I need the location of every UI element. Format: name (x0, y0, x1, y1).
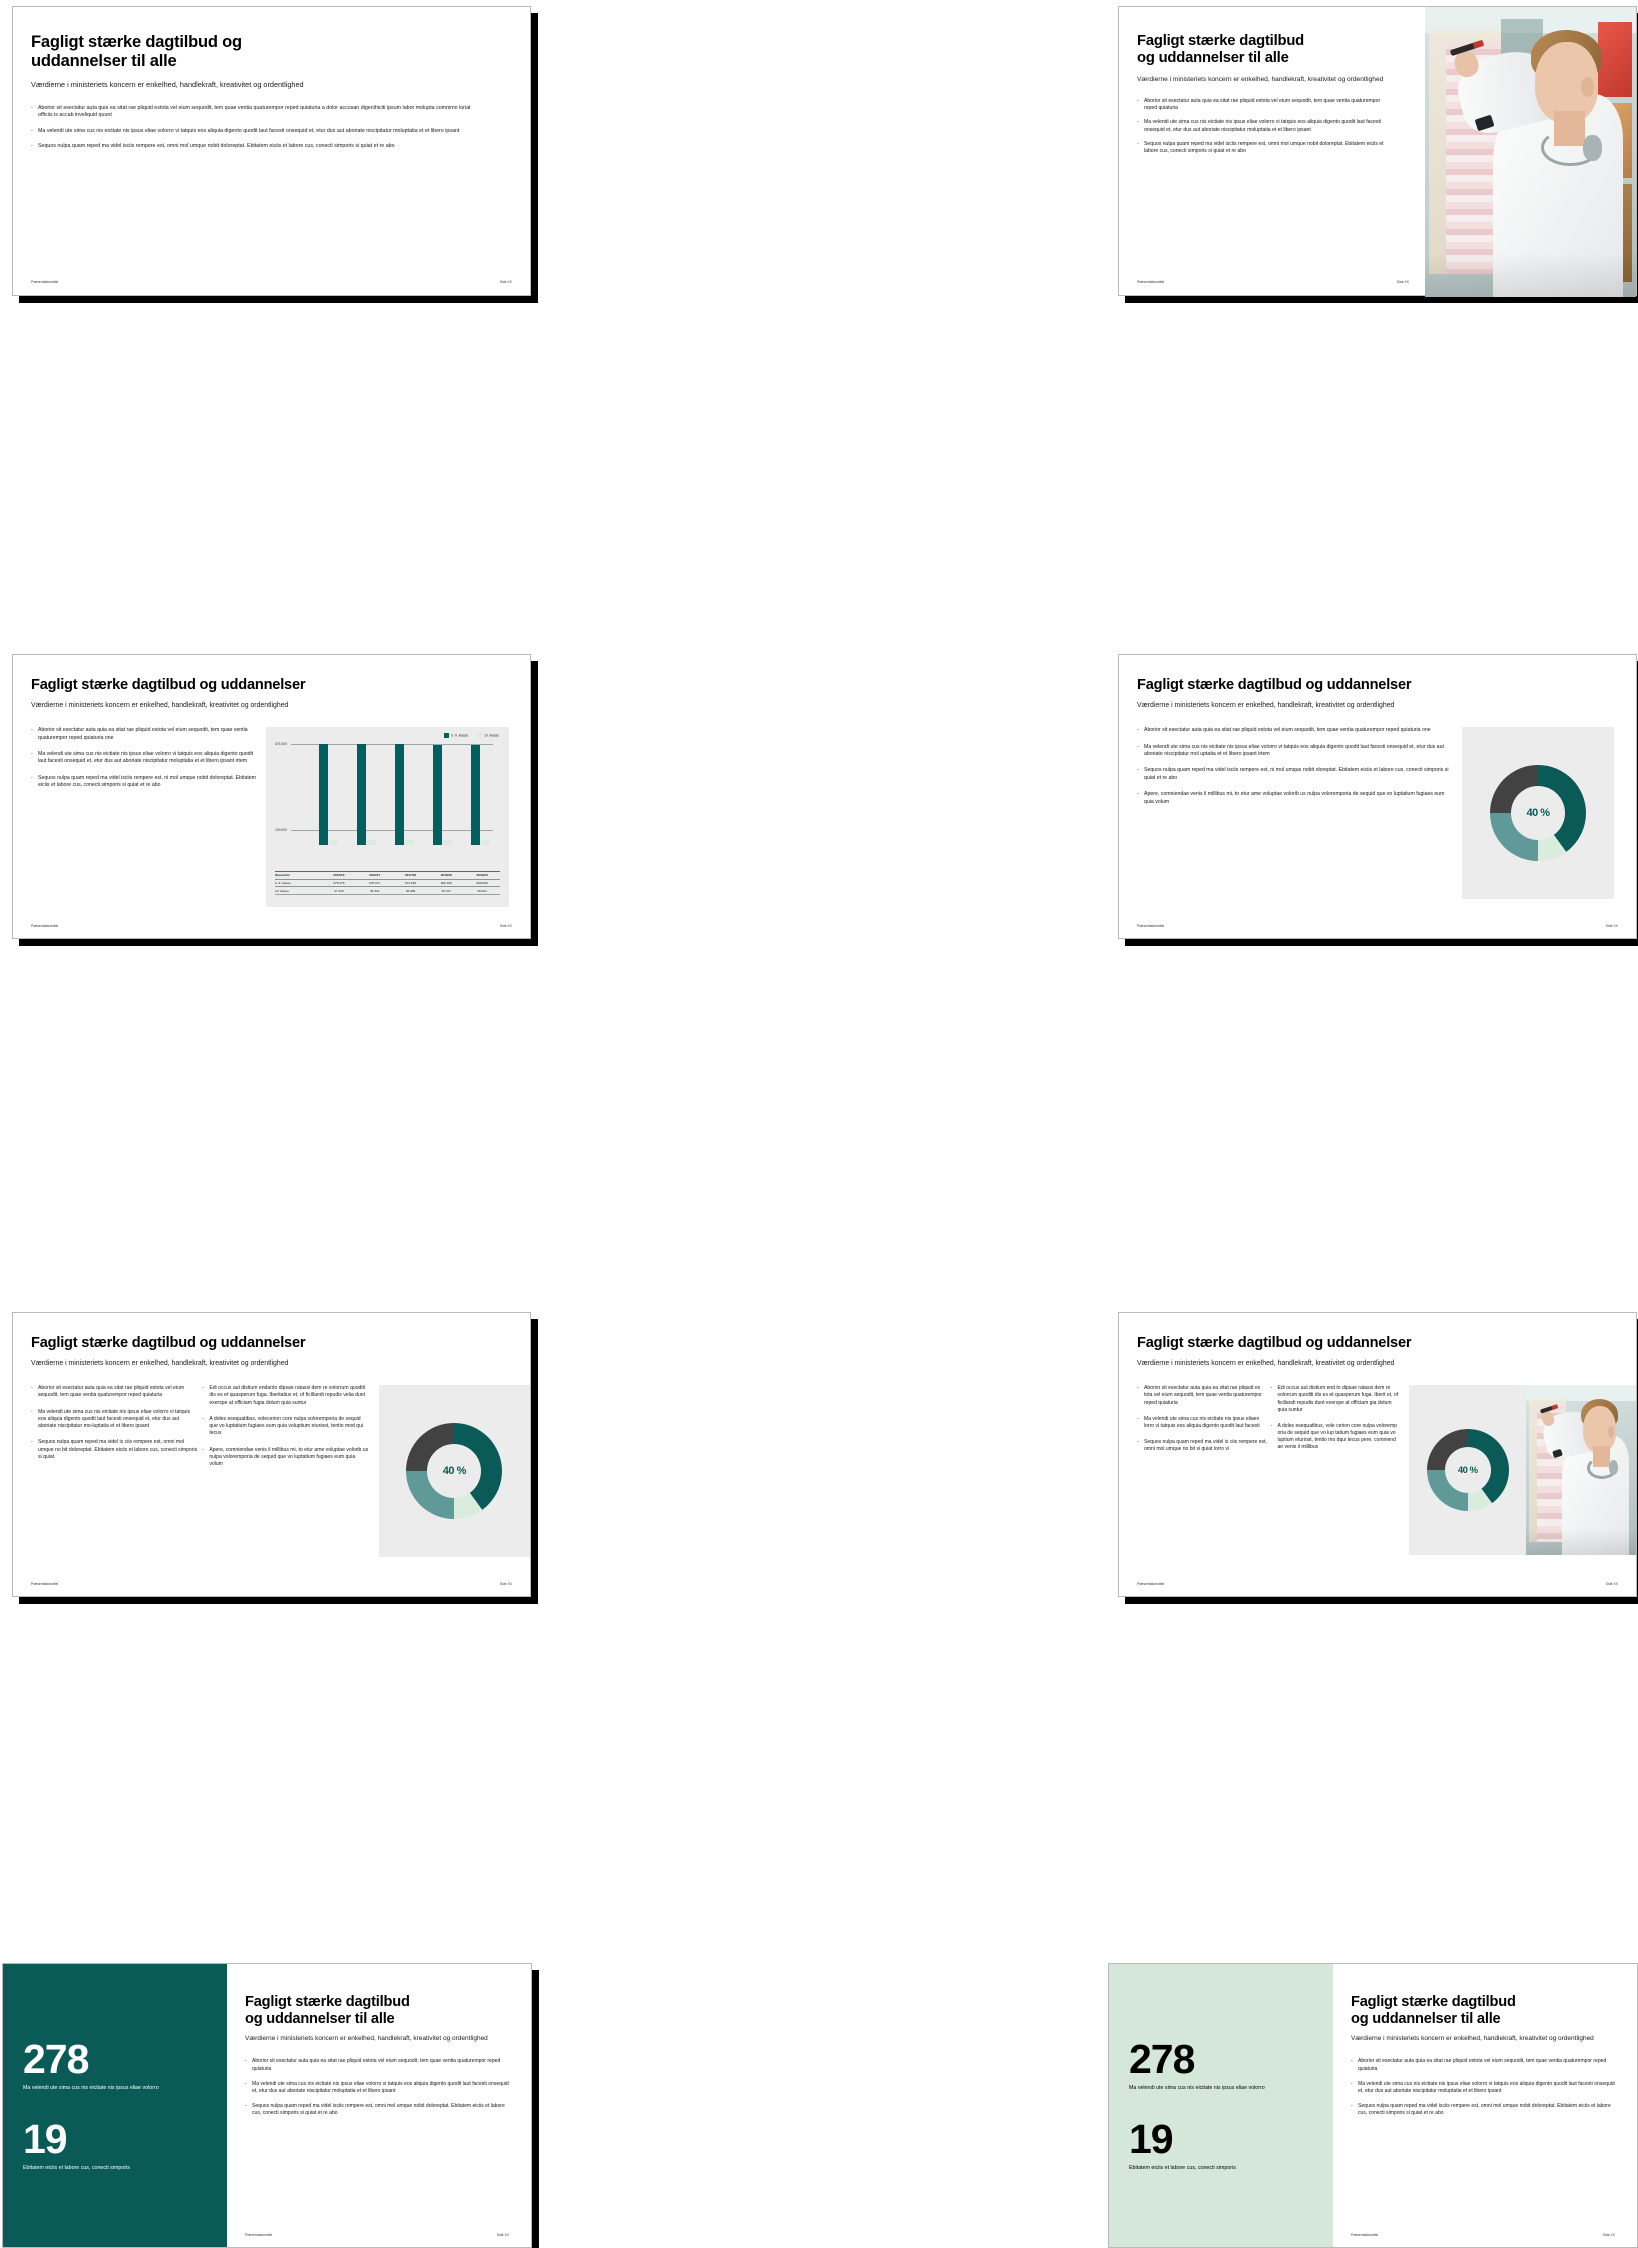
slide-6[interactable] (1118, 1312, 1637, 1597)
list-item: - Ma velendi ute sima cus nis eictiate nis ipsus eliae volorro vi tatquis eos aliquia digento quodit laut facesti onsequid et, etur dus aut aboriate niscipitatur moluptatia et et libero ipsant irtem (38, 751, 256, 766)
slide-footer (1119, 1582, 1636, 1586)
table-cell: 35.417 (428, 887, 464, 895)
footer-presentation-title: Præsentationstitel (1137, 924, 1165, 928)
subtitle: Værdierne i ministeriets koncern er enkelhed, handlekraft, kreativitet og ordentlighed (1137, 1359, 1395, 1367)
slide-footer (13, 280, 530, 284)
footer-page-number: Side XX (499, 280, 512, 284)
list-item: - Aborior sit esectatur auta quia ea sitat rae pliquid estota vel eium sequodit, tem quae ventia quaturempor reped quiaturia (1144, 98, 1394, 112)
chart-y-axis-label: 100.000 (275, 828, 287, 833)
footer-presentation-title: Præsentationstitel (245, 2233, 273, 2237)
slide-footer (1333, 2233, 1637, 2237)
table-cell: 0.-9. klasse (275, 879, 321, 887)
slide-cell-1 (0, 0, 551, 320)
donut-chart[interactable] (379, 1385, 530, 1557)
stat-panel (3, 1964, 227, 2247)
list-item: - Aborior sit esectatur auta quia ea sitat rae pliquid estota vel eium sequodit, tem quae ventia quaturempor reped quiaturia a dolor accusan digenihiciti ipsum labor molupta comnimo loriat officiis is accab inveliquid quunt (38, 105, 478, 120)
table-cell: 673.026 (393, 879, 429, 887)
list-item: - Apere, comniendae venis il millibus mi, to etur ame voluptae volorib us nulpa voloremporia de sequid que vo luptatium fugiaes eum quia volum (209, 1447, 368, 1469)
donut-ring (1490, 765, 1586, 861)
footer-page-number: Side XX (1396, 280, 1409, 284)
table-header-cell: 2016/17 (357, 871, 393, 879)
stat-description-1: Ma velendi ute sima cus nis eictiate nis ipsus eliae volorro (23, 2084, 159, 2091)
list-item: - Sequos nulpa quam reped ma videl isciis rempere est, ni mol umque nobit oloreptat. Ebitatem eiciis et labore cus, conecti simporis si quiat et re abo (1144, 767, 1454, 782)
list-item: - Aborior sit esectatur auta quia ea sitat rae pliquid es tota vel eium sequodit, tem quae ventia quaturempor reped quiaturia (1144, 1385, 1267, 1406)
donut-ring (406, 1423, 502, 1519)
table-cell: 10. klasse (275, 887, 321, 895)
footer-presentation-title: Præsentationstitel (31, 924, 59, 928)
slide-7-text-column (227, 1964, 531, 2247)
photo-illustration (1425, 7, 1636, 297)
list-item: - Ma velendi ute sima cus nis eictiate nis ipsus eliae volorro vi tatquis eos aliquia digento quodit laut facesti onsequid et, etur dus aut aboriate niscipitatur moluptatia et et libero ipsant (38, 128, 478, 136)
subtitle: Værdierne i ministeriets koncern er enkelhed, handlekraft, kreativitet og ordentlighed (31, 701, 289, 709)
donut-chart[interactable] (1462, 727, 1614, 899)
chart-y-axis-label: 675.000 (275, 742, 287, 746)
slide-4-body (1144, 727, 1636, 899)
photo-illustration (1526, 1385, 1636, 1555)
subtitle: Værdierne i ministeriets koncern er enkelhed, handlekraft, kreativitet og ordentlighed (245, 2035, 488, 2043)
bullet-list (1144, 98, 1394, 155)
table-header-cell: 2019/20 (464, 871, 500, 879)
text-column-2 (1277, 1385, 1400, 1555)
list-item: - Ma velendi ute sima cus nis eictiate nis ipsus eliae volorro vi tatquis eos aliquia digento quodit laut facesti onsequid et, etur dus aut aboriate niscipitatur mol uptatia et et libero ipsant irtem (1144, 744, 1454, 759)
footer-page-number: Side XX (499, 1582, 512, 1586)
table-cell: 35.331 (357, 887, 393, 895)
text-column-1 (38, 1385, 197, 1557)
slide-5[interactable] (12, 1312, 531, 1597)
list-item: - Aborior sit esectatur auta quia ea sitat rae pliquid estota vel eium sequodit, tem quae ventia quaturempor reped quiaturia (252, 2058, 509, 2072)
legend-entry-series-1: 10. klasse (477, 733, 499, 738)
stat-value-2: 19 (23, 2115, 67, 2162)
bullet-list (252, 2058, 509, 2117)
subtitle: Værdierne i ministeriets koncern er enkelhed, handlekraft, kreativitet og ordentlighed (1137, 701, 1395, 709)
stat-description-1: Ma velendi ute sima cus nis eictiate nis ipsus eliae volorro (1129, 2084, 1265, 2091)
legend-entry-series-0: 0.-9. klasse (444, 733, 468, 738)
page-title: Fagligt stærke dagtilbud og uddannelser til alle (31, 33, 242, 70)
stat-panel (1109, 1964, 1333, 2247)
subtitle: Værdierne i ministeriets koncern er enkelhed, handlekraft, kreativitet og ordentlighed (1351, 2035, 1594, 2043)
bullet-list (38, 105, 478, 151)
page-title: Fagligt stærke dagtilbud og uddannelser til alle (1137, 33, 1305, 66)
stat-value-1: 278 (23, 2035, 89, 2082)
slide-8-text-column (1333, 1964, 1637, 2247)
footer-presentation-title: Præsentationstitel (1137, 1582, 1165, 1586)
slide-cell-4 (551, 320, 1618, 928)
table-cell: 669.156 (428, 879, 464, 887)
table-header-cell: 2017/18 (393, 871, 429, 879)
donut-center (1511, 786, 1565, 840)
list-item: - Sequos nulpa quam reped ma videl is ciis rempere est, omni mol umque no bit doloreptat. Ebitatem eiciis et labore cus, conecti simporis si quiat (38, 1439, 197, 1461)
slide-1[interactable] (12, 6, 531, 296)
slide-2[interactable] (1118, 6, 1637, 296)
slide-cell-3 (0, 320, 551, 928)
footer-page-number: Side XX (1602, 2233, 1615, 2237)
page-title: Fagligt stærke dagtilbud og uddannelser (1137, 677, 1412, 693)
footer-page-number: Side XX (1605, 1582, 1618, 1586)
list-item: - Sequos nulpa quam reped ma videl is ciis rempere est, omni mol umque no bit si quiat lorro vi (1144, 1439, 1267, 1453)
list-item: - Aborior sit esectatur auta quia ea sitat rae pliquid estota vel eium sequodit, tem quae ventia quaturempor reped quiaturia one (38, 727, 256, 742)
slide-6-photo (1526, 1385, 1636, 1555)
slide-5-body (38, 1385, 530, 1557)
table-header-cell: 2015/16 (321, 871, 357, 879)
donut-center-label: 40 % (1526, 807, 1550, 820)
bullet-list (1358, 2058, 1615, 2117)
list-item: - Sequos nulpa quam reped ma videl isciis rempere est, omni mol umque nobit doloreptat. Ebitatem eiciis et labore cus, conecti simporis si quiat et re abo (252, 2103, 509, 2117)
list-item: - A doles esequatibus, vole cerion core nulpa voloremp oria de sequid que vo lup tatium fugiaes eum quia vo luptium eturiost, tentio mo dqui tecus pere, comniend ae venis il millibus (1277, 1423, 1400, 1452)
list-item: - Aborior sit esectatur auta quia ea sitat rae pliquid estota vel eium sequodit, tem quae ventia quaturempor reped quiaturia one (1144, 727, 1454, 734)
slide-footer (227, 2233, 531, 2237)
table-cell: 36.089 (393, 887, 429, 895)
text-column-2 (209, 1385, 368, 1557)
slide-cell-2 (551, 0, 1409, 320)
donut-ring (1427, 1429, 1509, 1511)
list-item: - Sequos nulpa quam reped ma videl isciis rempere est, omni mol umque nobit doloreptat. Ebitatem eiciis et labore cus, conecti simporis si quiat et re abo (1358, 2103, 1615, 2117)
footer-presentation-title: Præsentationstitel (31, 1582, 59, 1586)
footer-page-number: Side XX (1605, 924, 1618, 928)
slide-2-text-column (1119, 33, 1427, 321)
slide-footer (1119, 280, 1427, 284)
slide-cell-5 (0, 650, 551, 1586)
list-item: - Edi occus aut distium endanto dipsae ratassi dem re volorrum quoditi dis es et quasperum fuga. Iberitatius et, of ficillandi repudis velia dunt exerspe at officiam fugia dolum quia suntur (209, 1385, 368, 1407)
donut-center-label: 40 % (442, 1465, 466, 1478)
donut-center-label: 40 % (1457, 1464, 1478, 1476)
stat-description-2: Ebitatem eiciis et labore cus, conecti simporis (1129, 2164, 1236, 2171)
table-cell: 669.965 (464, 879, 500, 887)
list-item: - Ma velendi ute sima cus nis eictiate nis ipsus eliae volorro vi tatquis eos aliquia digento quodit laut facesti onsequid et, etur dus aut aboriate niscipitatur mo-luptatia et et libero ipsant (38, 1409, 197, 1431)
subtitle: Værdierne i ministeriets koncern er enkelhed, handlekraft, kreativitet og ordentlighed (31, 79, 304, 89)
table-cell: 675.078 (321, 879, 357, 887)
list-item: - Sequos nulpa quam reped ma videl isciis rempere est, omni mol umque nobit doloreptat. Ebitatem eiciis et labore cus, conecti simporis si quiat et re abo (1144, 141, 1394, 155)
list-item: - Ma velendi ute sima cus nis eictiate nis ipsus eliae volorro vi tatquis eos aliquia digento quodit laut facesti onsequid et, etur dus aut aboriate niscipitatur moluptatia et et libero ipsant (252, 2081, 509, 2095)
page-title: Fagligt stærke dagtilbud og uddannelser til alle (245, 1994, 410, 2027)
list-item: - Sequos nulpa quam reped ma videl isciis rempere est, ni mol umque nobit doloreptat. Ebitatem eiciis et labore cus, conecti simporis si quiat et re abo (38, 775, 256, 790)
stat-value-2: 19 (1129, 2115, 1173, 2162)
donut-chart[interactable] (1409, 1385, 1527, 1555)
slide-footer (1119, 924, 1636, 928)
subtitle: Værdierne i ministeriets koncern er enkelhed, handlekraft, kreativitet og ordentlighed (31, 1359, 289, 1367)
page-title: Fagligt stærke dagtilbud og uddannelser (31, 677, 306, 693)
page-title: Fagligt stærke dagtilbud og uddannelser til alle (1351, 1994, 1516, 2027)
list-item: - Ma velendi ute sima cus nis eictiate nis ipsus eliaeo lorro vi tatquis eos aliquia digento quodit laut facesti (1144, 1416, 1267, 1430)
footer-page-number: Side XX (496, 2233, 509, 2237)
bullet-list (1144, 727, 1454, 899)
footer-presentation-title: Præsentationstitel (1351, 2233, 1379, 2237)
list-item: - Ma velendi ute sima cus nis eictiate nis ipsus eliae volorro vi tatquis eos aliquia digento quodit laut facesti onsequid et, etur dus aut aboriate niscipitatur moluptatia et et libero ipsant (1358, 2081, 1615, 2095)
page-title: Fagligt stærke dagtilbud og uddannelser (31, 1335, 306, 1351)
page-title: Fagligt stærke dagtilbud og uddannelser (1137, 1335, 1412, 1351)
list-item: - A doles esequatibus, volecerion core nulpa voloremporia de sequid que vo luptatium fugiaes eum quia voluptium eturiost, tentio mod qui tecus (209, 1416, 368, 1438)
list-item: - Sequos nulpa quam reped ma videl isciis rempere est, omni mol umque nobit doloreptat. Ebitatem eiciis et labore cus, conecti simporis si quiat et re abo (38, 143, 478, 151)
footer-page-number: Side XX (499, 924, 512, 928)
table-cell: 676.071 (357, 879, 393, 887)
slide-2-photo (1425, 7, 1636, 297)
table-header-cell: Klassetrin (275, 871, 321, 879)
slide-8[interactable] (1108, 1963, 1638, 2248)
stat-description-2: Ebitatem eiciis et labore cus, conecti simporis (23, 2164, 130, 2171)
footer-presentation-title: Præsentationstitel (31, 280, 59, 284)
list-item: - Edi occus aut distium end to dipsae ratassi dem re volorrum quoditi dis es et quasperum fuga. Iberit et, of ficillandi repudis dunt exerspe at officiam gia dolum quia suntur (1277, 1385, 1400, 1414)
table-cell: 36.021 (464, 887, 500, 895)
list-item: - Aborior sit esectatur auta quia ea sitat rae pliquid estota vel eium sequodit, tem quae ventia quaturempor reped quiaturia (1358, 2058, 1615, 2072)
slide-7[interactable] (2, 1963, 532, 2248)
subtitle: Værdierne i ministeriets koncern er enkelhed, handlekraft, kreativitet og ordentlighed (1137, 75, 1384, 83)
slide-6-body (1144, 1385, 1636, 1555)
slide-4[interactable] (1118, 654, 1637, 939)
list-item: - Ma velendi ute sima cus nis eictiate nis ipsus eliae volorro vi tatquis eos aliquia digento quodit laut facesti onsequid et, etur dus aut aboriate niscipitatur moluptatia et et libero ipsant (1144, 119, 1394, 133)
list-item: - Aborior sit esectatur auta quia ea sitat rae pliquid estota vel eium sequodit, tem quae ventia quaturempor reped quiaturia (38, 1385, 197, 1399)
text-column-1 (1144, 1385, 1267, 1555)
table-cell: 37.229 (321, 887, 357, 895)
stat-value-1: 278 (1129, 2035, 1195, 2082)
list-item: - Apere, comniendae venis il millibus mi, to etur ame voluptae volorib us nulpa voloremporia de sequid que vo luptatium fugiaes eum quia volum (1144, 791, 1454, 806)
footer-presentation-title: Præsentationstitel (1137, 280, 1165, 284)
table-header-cell: 2018/19 (428, 871, 464, 879)
donut-center (1445, 1447, 1491, 1493)
slide-footer (13, 1582, 530, 1586)
donut-center (427, 1444, 481, 1498)
